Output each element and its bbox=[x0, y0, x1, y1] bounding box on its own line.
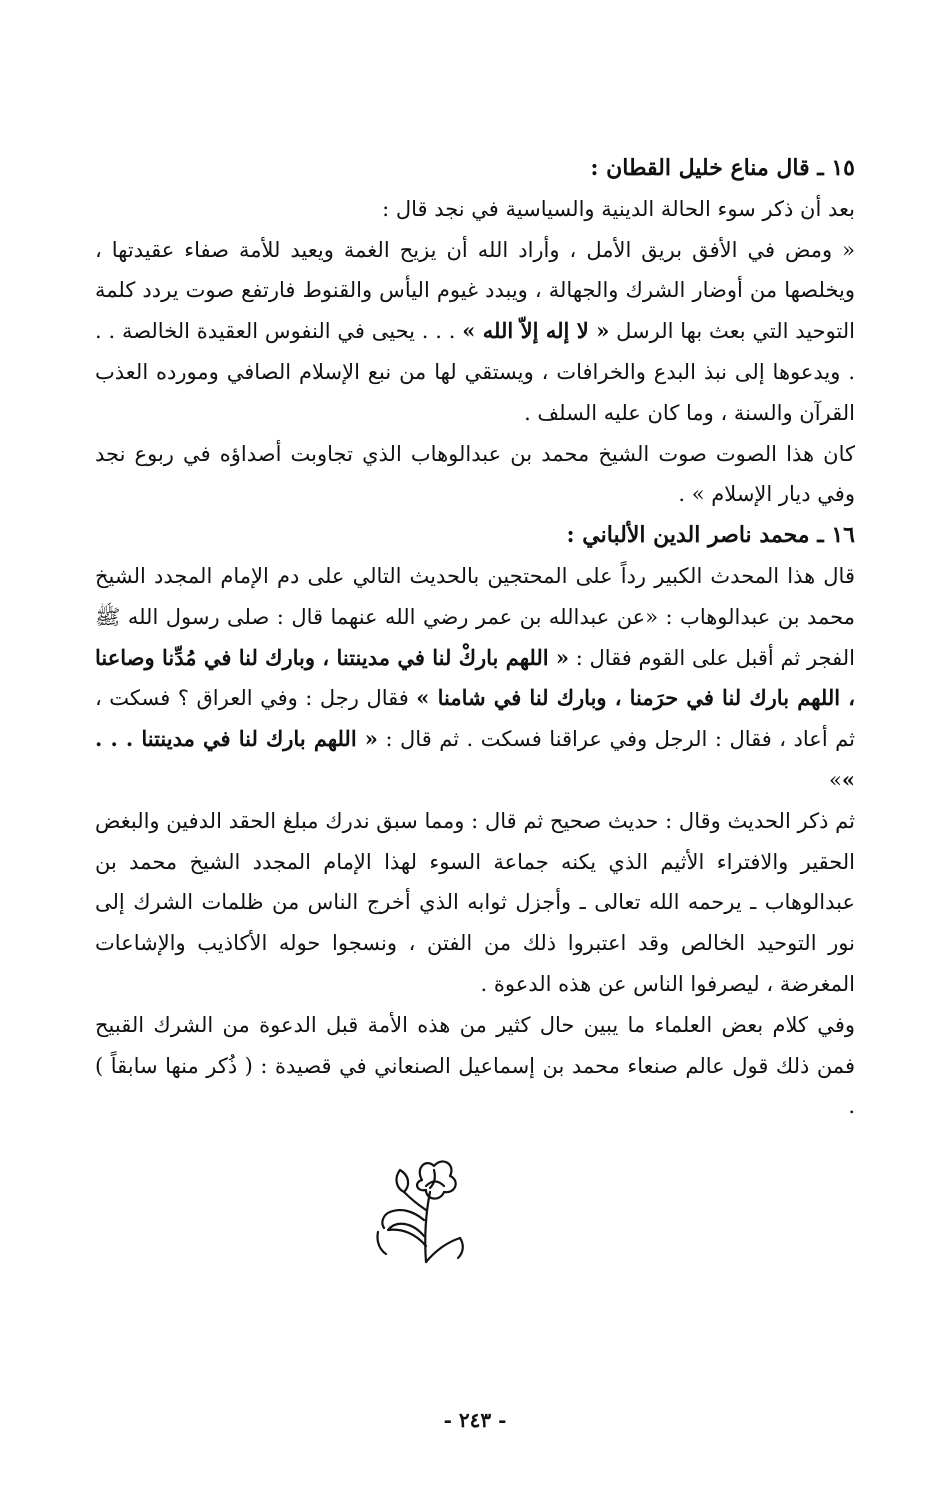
hadith-end: » bbox=[829, 767, 842, 792]
hadith-middle: فقال رجل : وفي العراق ؟ فسكت ، ثم أعاد ، فقال : الرجل وفي عراقنا فسكت . ثم قال : bbox=[95, 686, 855, 752]
hadith-supplication-2: « اللهم بارك لنا في مدينتنا . . . » bbox=[95, 726, 855, 792]
quote-text-part-2: . . . يحيى في النفوس العقيدة الخالصة . . . ويدعوها إلى نبذ البدع والخرافات ، ويستقي لها من نبع الإسلام الصافي ومورده العذب القرآن والسنة ، وما كان عليه السلف . bbox=[95, 319, 855, 425]
section-16-heading: ١٦ ـ محمد ناصر الدين الألباني : bbox=[566, 522, 855, 549]
page-body bbox=[95, 148, 855, 1127]
hadith-intro: قال هذا المحدث الكبير رداً على المحتجين بالحديث التالي على دم الإمام المجدد الشيخ محمد بن عبدالوهاب : «عن عبدالله بن عمر رضي الله عنهما قال : صلى رسول الله ﷺ الفجر ثم أقبل على القوم فقال : bbox=[95, 563, 855, 670]
section-15-intro: بعد أن ذكر سوء الحالة الدينية والسياسية في نجد قال : bbox=[382, 196, 855, 221]
page-number: - ٢٤٣ - bbox=[443, 1408, 507, 1432]
section-16-closing: وفي كلام بعض العلماء ما يبين حال كثير من هذه الأمة قبل الدعوة من الشرك القبيح فمن ذلك قول عالم صنعاء محمد بن إسماعيل الصنعاني في قصيدة : ( ذُكر منها سابقاً ) . bbox=[95, 1012, 855, 1119]
section-16-commentary: ثم ذكر الحديث وقال : حديث صحيح ثم قال : ومما سبق ندرك مبلغ الحقد الدفين والبغض الحقير والافتراء الأثيم الذي يكنه جماعة السوء لهذا الإمام المجدد الشيخ محمد بن عبدالوهاب ـ يرحمه الله تعالى ـ وأجزل ثوابه الذي أخرج الناس من ظلمات الشرك إلى نور التوحيد الخالص وقد اعتبروا ذلك من الفتن ، ونسجوا حوله الأكاذيب والإشاعات المغرضة ، ليصرفوا الناس عن هذه الدعوة . bbox=[95, 808, 855, 996]
section-15-closing: كان هذا الصوت صوت الشيخ محمد بن عبدالوهاب الذي تجاوبت أصداؤه في ربوع نجد وفي ديار الإسلام » . bbox=[95, 441, 855, 507]
quote-text-part-1: « ومض في الأفق بريق الأمل ، وأراد الله أن يزيح الغمة ويعيد للأمة صفاء عقيدتها ، ويخلصها من أوضار الشرك والجهالة ، ويبدد غيوم اليأس والقنوط فارتفع صوت يردد كلمة التوحيد التي بعث بها الرسل bbox=[95, 237, 855, 344]
hadith-supplication-1: « اللهم باركْ لنا في مدينتنا ، وبارك لنا في مُدِّنا وصاعنا ، اللهم بارك لنا في حرَمنا ، وبارك لنا في شامنا » bbox=[95, 644, 855, 711]
flower-ornament-icon bbox=[360, 1150, 490, 1280]
section-15-heading: ١٥ ـ قال مناع خليل القطان : bbox=[590, 155, 855, 181]
quote-tawhid-phrase: « لا إله إلاّ الله » bbox=[462, 318, 610, 344]
section-15-quote bbox=[95, 230, 855, 434]
section-16-hadith-paragraph bbox=[95, 556, 855, 801]
